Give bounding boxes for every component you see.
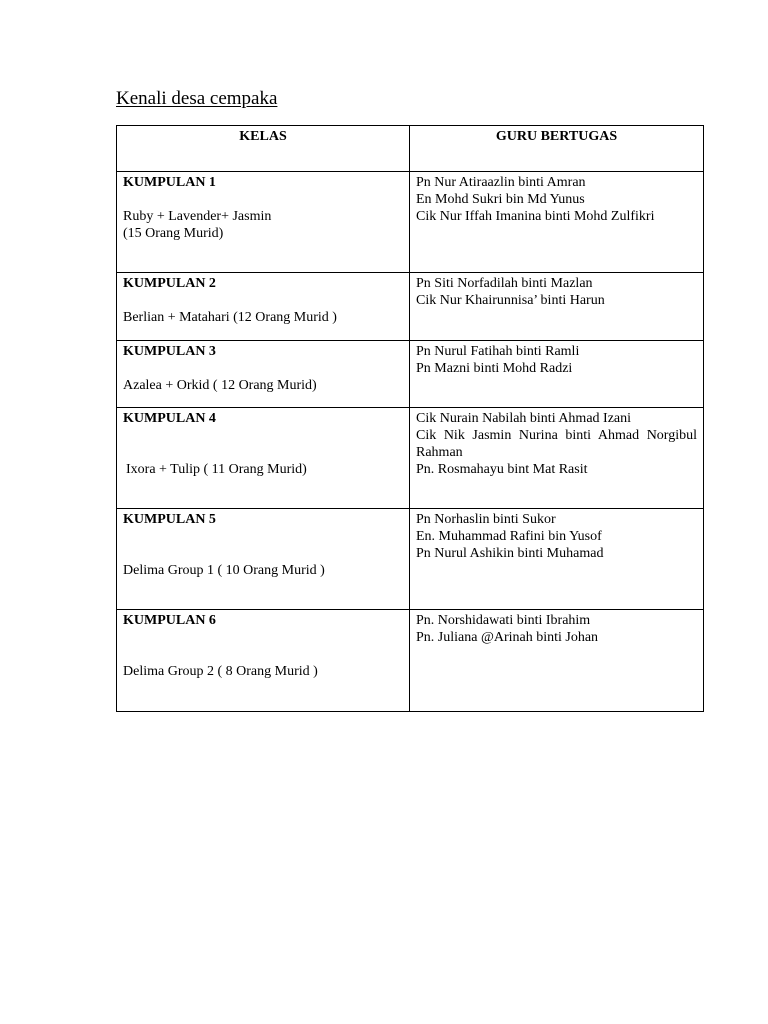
class-cell — [117, 273, 410, 341]
group-label: KUMPULAN 2 — [123, 276, 216, 291]
group-label: KUMPULAN 3 — [123, 344, 216, 359]
class-cell — [117, 172, 410, 273]
student-count: (15 Orang Murid) — [123, 226, 224, 241]
group-label: KUMPULAN 4 — [123, 411, 216, 426]
class-cell — [117, 408, 410, 509]
duty-table — [116, 125, 704, 712]
teacher-name: Cik Nurain Nabilah binti Ahmad Izani — [416, 411, 632, 426]
table-row — [117, 172, 704, 273]
teacher-cell — [410, 610, 704, 712]
teacher-name: Cik Nur Khairunnisa’ binti Harun — [416, 293, 605, 308]
class-cell — [117, 509, 410, 610]
class-names: Delima Group 1 ( 10 Orang Murid ) — [123, 563, 325, 578]
page-title: Kenali desa cempaka — [116, 88, 278, 109]
teacher-cell — [410, 273, 704, 341]
teacher-cell — [410, 172, 704, 273]
class-names: Berlian + Matahari (12 Orang Murid ) — [123, 310, 337, 325]
group-label: KUMPULAN 5 — [123, 512, 216, 527]
teacher-name: En Mohd Sukri bin Md Yunus — [416, 192, 585, 207]
group-label: KUMPULAN 6 — [123, 613, 216, 628]
teacher-name: Pn Nurul Fatihah binti Ramli — [416, 344, 580, 359]
class-cell — [117, 610, 410, 712]
table-header-row — [117, 126, 704, 172]
table-row — [117, 509, 704, 610]
teacher-name: Pn Mazni binti Mohd Radzi — [416, 361, 573, 376]
class-names: Delima Group 2 ( 8 Orang Murid ) — [123, 664, 318, 679]
header-kelas: KELAS — [117, 126, 410, 172]
teacher-name: Pn Siti Norfadilah binti Mazlan — [416, 276, 593, 291]
class-names: Azalea + Orkid ( 12 Orang Murid) — [123, 378, 317, 393]
teacher-name: Pn. Norshidawati binti Ibrahim — [416, 613, 591, 628]
teacher-name: En. Muhammad Rafini bin Yusof — [416, 529, 602, 544]
teacher-name: Pn Nurul Ashikin binti Muhamad — [416, 546, 604, 561]
group-label: KUMPULAN 1 — [123, 175, 216, 190]
teacher-name: Pn Nur Atiraazlin binti Amran — [416, 175, 586, 190]
teacher-name: Cik Nur Iffah Imanina binti Mohd Zulfikri — [416, 209, 655, 224]
table-row — [117, 273, 704, 341]
table-row — [117, 408, 704, 509]
teacher-name: Pn. Juliana @Arinah binti Johan — [416, 630, 599, 645]
table-row — [117, 610, 704, 712]
class-names: Ruby + Lavender+ Jasmin — [123, 209, 272, 224]
teacher-name: Pn. Rosmahayu bint Mat Rasit — [416, 462, 588, 477]
teacher-cell — [410, 341, 704, 408]
teacher-cell — [410, 408, 704, 509]
class-names: Ixora + Tulip ( 11 Orang Murid) — [126, 462, 307, 477]
teacher-cell — [410, 509, 704, 610]
teacher-name: Cik Nik Jasmin Nurina binti Ahmad Norgibul Rahman — [416, 428, 697, 460]
teacher-name: Pn Norhaslin binti Sukor — [416, 512, 556, 527]
header-guru-bertugas: GURU BERTUGAS — [410, 126, 704, 172]
class-cell — [117, 341, 410, 408]
table-row — [117, 341, 704, 408]
